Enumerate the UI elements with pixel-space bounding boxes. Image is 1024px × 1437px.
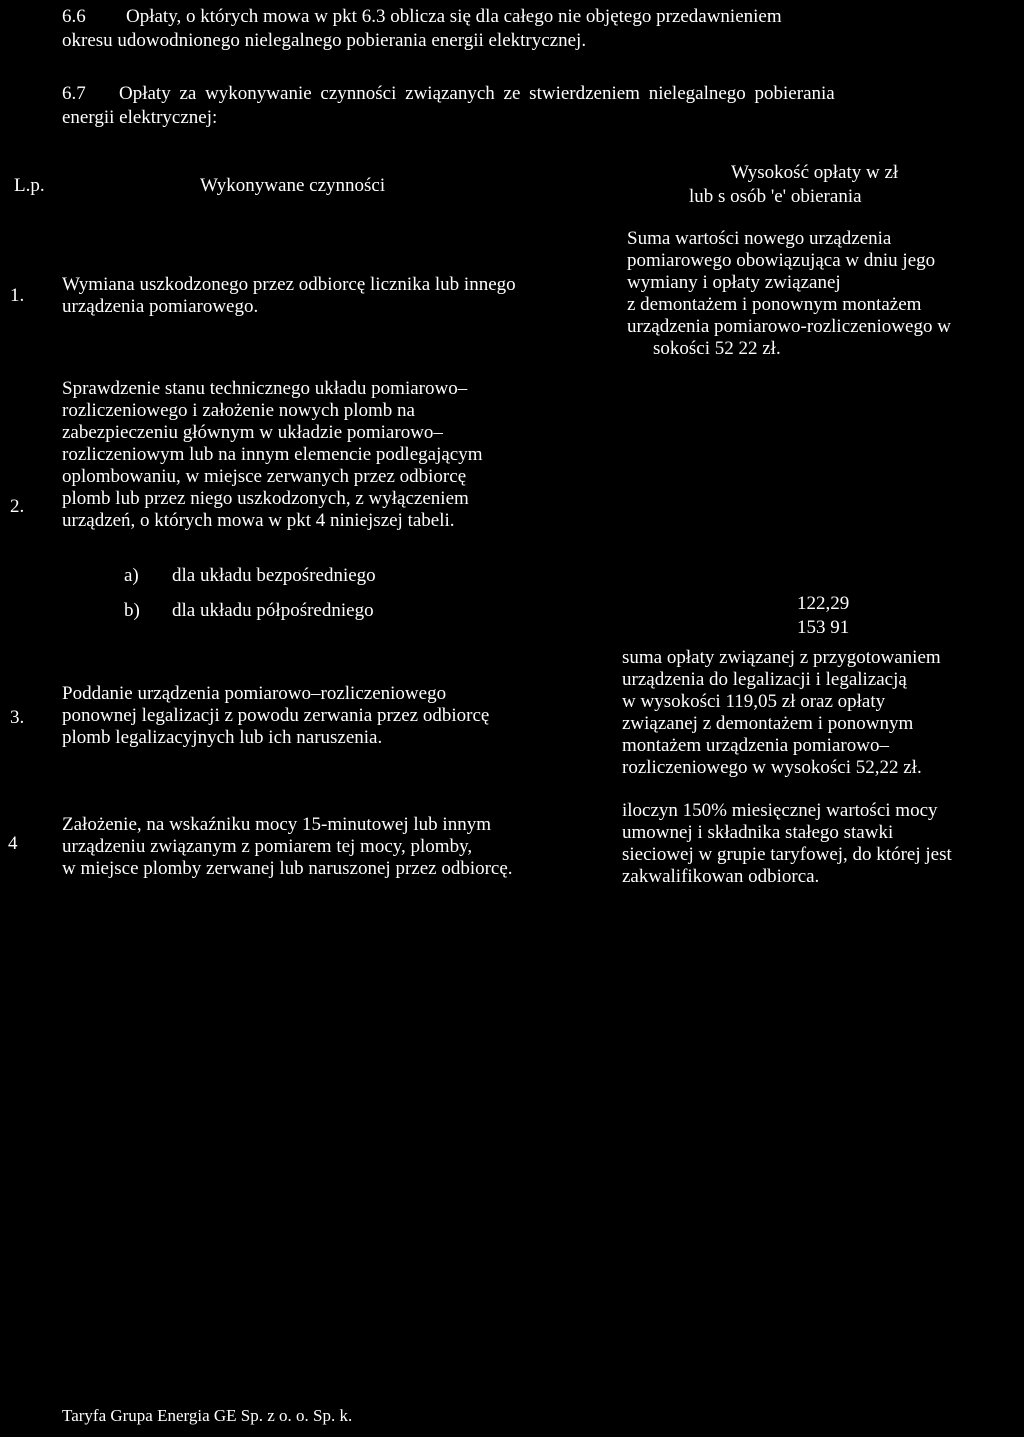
header-activity: Wykonywane czynności xyxy=(200,175,386,196)
row-1-activity-line: urządzenia pomiarowego. xyxy=(62,296,259,317)
row-1-fee-line: z demontażem i ponownym montażem xyxy=(627,294,922,315)
row-4-activity-line: w miejsce plomby zerwanej lub naruszonej przez odbiorcę. xyxy=(62,858,513,879)
row-3-activity-line: ponownej legalizacji z powodu zerwania przez odbiorcę xyxy=(62,705,490,726)
row-4-fee-line: iloczyn 150% miesięcznej wartości mocy xyxy=(622,800,938,821)
row-2-activity-line: zabezpieczeniu głównym w układzie pomiarowo– xyxy=(62,422,443,443)
row-1-fee-line: Suma wartości nowego urządzenia xyxy=(627,228,892,249)
row-2-activity-line: rozliczeniowego i założenie nowych plomb na xyxy=(62,400,415,421)
row-2-activity-line: urządzeń, o których mowa w pkt 4 niniejszej tabeli. xyxy=(62,510,455,531)
row-2-number: 2. xyxy=(10,496,25,517)
row-3-fee-line: w wysokości 119,05 zł oraz opłaty xyxy=(622,691,886,712)
row-4-activity-line: Założenie, na wskaźniku mocy 15-minutowej lub innym xyxy=(62,814,491,835)
section-6-7-line-1: Opłaty za wykonywanie czynności związanych ze stwierdzeniem nielegalnego pobierania xyxy=(119,83,835,104)
row-3-activity-line: plomb legalizacyjnych lub ich naruszenia. xyxy=(62,727,383,748)
header-fee-line-1: Wysokość opłaty w zł xyxy=(731,162,899,183)
section-6-7-number: 6.7 xyxy=(62,83,86,104)
row-3-fee-line: związanej z demontażem i ponownym xyxy=(622,713,914,734)
row-3-activity-line: Poddanie urządzenia pomiarowo–rozliczeniowego xyxy=(62,683,447,704)
row-4-activity xyxy=(62,814,513,880)
row-4-fee-line: sieciowej w grupie taryfowej, do której jest xyxy=(622,844,952,865)
row-2b-text: dla układu półpośredniego xyxy=(172,600,374,621)
section-6-6-number: 6.6 xyxy=(62,6,86,27)
header-fee-line-2: lub s osób 'e' obierania xyxy=(689,186,862,207)
row-2-activity-line: oplombowaniu, w miejsce zerwanych przez odbiorcę xyxy=(62,466,467,487)
row-1-fee-line: sokości 52 22 zł. xyxy=(653,338,781,359)
row-2a-text: dla układu bezpośredniego xyxy=(172,565,376,586)
row-3-fee-line: suma opłaty związanej z przygotowaniem xyxy=(622,647,941,668)
row-2a-fee: 122,29 xyxy=(797,593,850,614)
row-4-fee xyxy=(622,800,952,888)
row-2-activity-line: plomb lub przez niego uszkodzonych, z wyłączeniem xyxy=(62,488,469,509)
row-3-fee-line: rozliczeniowego w wysokości 52,22 zł. xyxy=(622,757,922,778)
section-6-6-line-1: Opłaty, o których mowa w pkt 6.3 oblicza się dla całego nie objętego przedawnieniem xyxy=(126,6,782,27)
section-6-6-line-2: okresu udowodnionego nielegalnego pobierania energii elektrycznej. xyxy=(62,30,587,51)
section-6-6-paragraph xyxy=(126,6,984,28)
row-1-activity xyxy=(62,274,516,318)
row-2-activity-line: rozliczeniowym lub na innym elemencie podlegającym xyxy=(62,444,483,465)
row-3-number: 3. xyxy=(10,707,25,728)
row-1-fee xyxy=(627,228,951,360)
row-4-fee-line: zakwalifikowan odbiorca. xyxy=(622,866,820,887)
row-3-fee-line: urządzenia do legalizacji i legalizacją xyxy=(622,669,907,690)
row-3-activity xyxy=(62,683,489,749)
row-4-fee-line: umownej i składnika stałego stawki xyxy=(622,822,894,843)
row-1-number: 1. xyxy=(10,285,25,306)
footer-text: Taryfa Grupa Energia GE Sp. z o. o. Sp. k. xyxy=(62,1406,353,1425)
row-2a-label: a) xyxy=(124,565,139,586)
row-2-activity xyxy=(62,378,483,532)
row-4-activity-line: urządzeniu związanym z pomiarem tej mocy, plomby, xyxy=(62,836,473,857)
row-1-fee-line: pomiarowego obowiązująca w dniu jego xyxy=(627,250,936,271)
row-2b-fee: 153 91 xyxy=(797,617,850,638)
row-4-number: 4 xyxy=(8,833,18,854)
row-1-fee-line: urządzenia pomiarowo-rozliczeniowego w xyxy=(627,316,951,337)
row-3-fee-line: montażem urządzenia pomiarowo– xyxy=(622,735,889,756)
row-3-fee xyxy=(622,647,941,779)
section-6-7-line-2: energii elektrycznej: xyxy=(62,107,218,128)
row-2-activity-line: Sprawdzenie stanu technicznego układu pomiarowo– xyxy=(62,378,468,399)
row-1-fee-line: wymiany i opłaty związanej xyxy=(627,272,841,293)
header-lp: L.p. xyxy=(14,175,45,196)
row-2b-label: b) xyxy=(124,600,140,621)
row-1-activity-line: Wymiana uszkodzonego przez odbiorcę licznika lub innego xyxy=(62,274,516,295)
